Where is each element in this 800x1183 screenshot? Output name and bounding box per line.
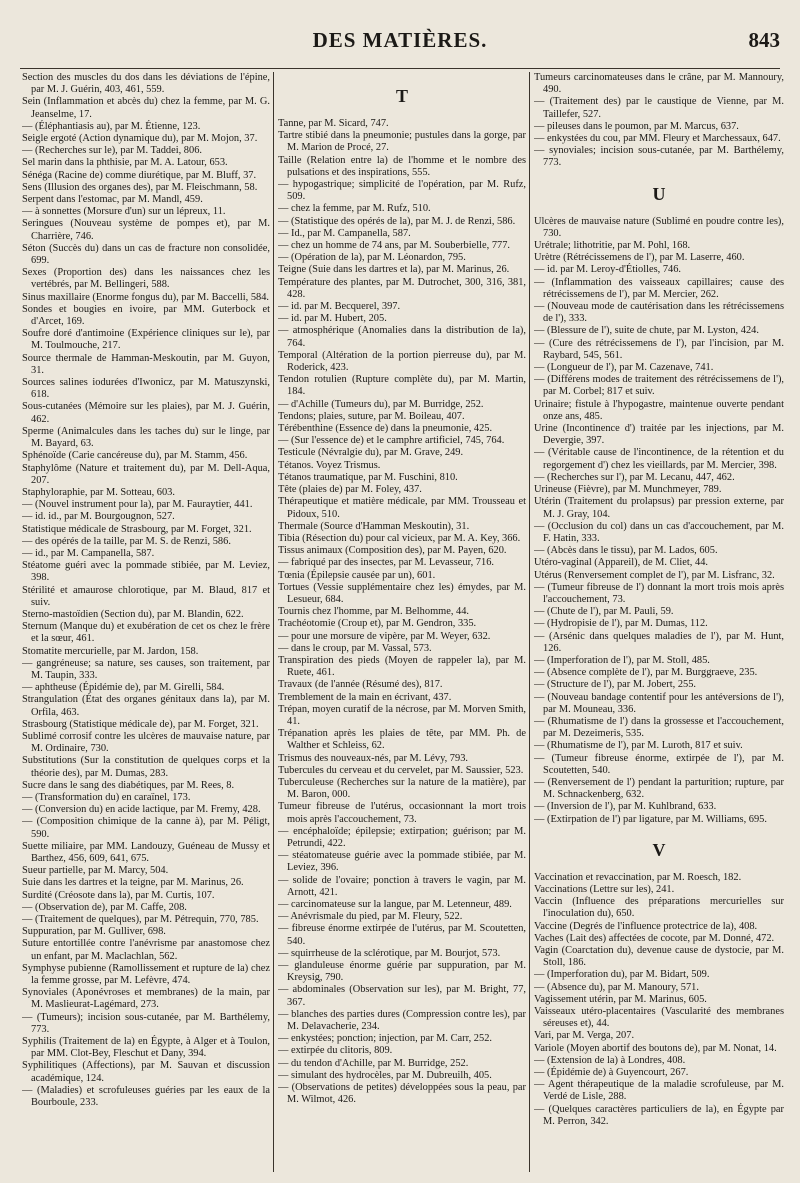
index-entry: — (Recherches sur l'), par M. Lecanu, 447, 462. bbox=[534, 471, 735, 483]
index-entry: Vaccination et revaccination, par M. Roesch, 182. bbox=[534, 871, 742, 883]
index-entry: Variole (Moyen abortif des boutons de), par M. Nonat, 14. bbox=[534, 1042, 777, 1054]
index-entry: Testicule (Névralgie du), par M. Grave, 249. bbox=[278, 447, 464, 459]
index-column-t bbox=[278, 72, 526, 1172]
index-entry: Tumeur fibreuse de l'utérus, occasionnant la mort trois mois après l'accouchement, 73. bbox=[278, 801, 526, 825]
index-entry: — (Transformation du) en caraïnel, 173. bbox=[22, 791, 191, 803]
index-entry: Urine (Incontinence d') traitée par les injections, par M. Devergie, 397. bbox=[534, 423, 784, 447]
index-entry: — encéphaloïde; épilepsie; extirpation; guérison; par M. Petrundi, 422. bbox=[278, 825, 526, 849]
index-entry: — (Nouveau bandage contentif pour les antéversions de l'), par M. Mouneau, 336. bbox=[534, 691, 784, 715]
index-entry: — blanches des parties dures (Compression contre les), par M. Delavacherie, 234. bbox=[278, 1008, 526, 1033]
entries-t-continued bbox=[534, 72, 784, 170]
index-entry: Térébenthine (Essence de) dans la pneumonie, 425. bbox=[278, 423, 493, 435]
index-entry: Tanne, par M. Sicard, 747. bbox=[278, 118, 389, 129]
index-entry: — Id., par M. Campanella, 587. bbox=[278, 227, 411, 239]
entries-v bbox=[534, 872, 784, 1128]
index-entry: Urètre (Rétrécissemens de l'), par M. Laserre, 460. bbox=[534, 252, 745, 264]
index-entry: — dans le croup, par M. Vassal, 573. bbox=[278, 642, 432, 654]
index-entry: Tendon rotulien (Rupture complète du), par M. Martin, 184. bbox=[278, 374, 526, 398]
index-entry: Trépanation après les plaies de tête, par MM. Ph. de Walther et Schleiss, 62. bbox=[278, 728, 526, 752]
index-entry: Tissus animaux (Composition des), par M. Payen, 620. bbox=[278, 545, 507, 557]
index-entry: — (Opération de la), par M. Léonardon, 795. bbox=[278, 252, 466, 264]
index-entry: Urineuse (Fièvre), par M. Munchmeyer, 789. bbox=[534, 484, 722, 496]
index-entry: — squirrheuse de la sclérotique, par M. Bourjot, 573. bbox=[278, 947, 501, 959]
index-entry: — (Blessure de l'), suite de chute, par M. Lyston, 424. bbox=[534, 325, 759, 337]
index-entry: Séton (Succès du) dans un cas de fracture non consolidée, 699. bbox=[22, 242, 270, 267]
index-entry: — (Inversion de l'), par M. Kuhlbrand, 633. bbox=[534, 801, 717, 813]
index-entry: — carcinomateuse sur la langue, par M. Letenneur, 489. bbox=[278, 899, 512, 910]
index-entry: Temporal (Altération de la portion pierreuse du), par M. Roderick, 423. bbox=[278, 349, 526, 374]
index-entry: — (Hydropisie de l'), par M. Dumas, 112. bbox=[534, 618, 708, 630]
index-entry: Sein (Inflammation et abcès du) chez la femme, par M. G. Jeanselme, 17. bbox=[22, 96, 270, 120]
index-entry: — Anévrismale du pied, par M. Fleury, 522. bbox=[278, 911, 463, 923]
index-entry: — pour une morsure de vipère, par M. Weyer, 632. bbox=[278, 630, 491, 642]
index-entry: Vaisseaux utéro-placentaires (Vascularité des membranes séreuses et), 44. bbox=[534, 1006, 784, 1030]
index-entry: Suture entortillée contre l'anévrisme par anastomose chez un enfant, par M. Maclachlan, 562. bbox=[22, 938, 270, 962]
index-entry: Utérin (Traitement du prolapsus) par pression externe, par M. J. Gray, 104. bbox=[534, 496, 784, 520]
index-entry: Serpent dans l'estomac, par M. Mandl, 459. bbox=[22, 194, 203, 206]
index-entry: — (Arsénic dans quelques maladies de l'), par M. Hunt, 126. bbox=[534, 630, 784, 654]
index-entry: Température des plantes, par M. Dutrochet, 300, 316, 381, 428. bbox=[278, 276, 526, 300]
index-entry: — (Chute de l'), par M. Pauli, 59. bbox=[534, 606, 674, 618]
column-divider-2 bbox=[529, 72, 530, 1172]
index-entry: — (Éléphantiasis au), par M. Étienne, 123. bbox=[22, 120, 201, 132]
index-entry: Teigne (Suie dans les dartres et la), par M. Marinus, 26. bbox=[278, 264, 510, 276]
index-entry: Tétanos. Voyez Trismus. bbox=[278, 459, 381, 471]
index-entry: — id., par M. Campanella, 587. bbox=[22, 547, 155, 559]
index-entry: Vagissement utérin, par M. Marinus, 605. bbox=[534, 993, 707, 1005]
index-entry: — gangréneuse; sa nature, ses causes, son traitement, par M. Taupin, 333. bbox=[22, 657, 270, 681]
section-letter-v: V bbox=[652, 839, 666, 860]
index-column-uv bbox=[534, 72, 784, 1172]
index-entry: Vaches (Lait des) affectées de cocote, par M. Donné, 472. bbox=[534, 932, 775, 944]
index-entry: Sueur partielle, par M. Marcy, 504. bbox=[22, 865, 169, 877]
index-entry: Sublimé corrosif contre les ulcères de mauvaise nature, par M. Ordinaire, 730. bbox=[22, 730, 270, 755]
index-entry: — abdominales (Observation sur les), par M. Bright, 77, 367. bbox=[278, 984, 526, 1008]
index-entry: — (Observations de petites) développées sous la peau, par M. Wilmot, 426. bbox=[278, 1082, 526, 1106]
index-entry: Suppuration, par M. Gulliver, 698. bbox=[22, 926, 166, 938]
index-entry: Sources salines iodurées d'Iwonicz, par M. Matuszynski, 618. bbox=[22, 377, 270, 401]
index-entry: — synoviales; incision sous-cutanée, par M. Barthélemy, 773. bbox=[534, 145, 784, 169]
index-entry: — id. par M. Hubert, 205. bbox=[278, 313, 387, 325]
index-entry: Utérus (Renversement complet de l'), par M. Lisfranc, 32. bbox=[534, 569, 775, 581]
index-entry: — atmosphérique (Anomalies dans la distribution de la), 764. bbox=[278, 325, 526, 349]
index-entry: Stéatome guéri avec la pommade stibiée, par M. Leviez, 398. bbox=[22, 560, 270, 584]
index-entry: Transpiration des pieds (Moyen de rappeler la), par M. Ruete, 461. bbox=[278, 654, 526, 679]
index-entry: — (Tumeurs); incision sous-cutanée, par M. Barthélemy, 773. bbox=[22, 1011, 270, 1035]
index-entry: Stérilité et amaurose chlorotique, par M. Blaud, 817 et suiv. bbox=[22, 584, 270, 608]
index-entry: — simulant des hydrocèles, par M. Dubreuilh, 405. bbox=[278, 1069, 492, 1081]
index-entry: — (Abcès dans le tissu), par M. Lados, 605. bbox=[534, 545, 718, 557]
index-entry: — (Rhumatisme de l'), par M. Luroth, 817 et suiv. bbox=[534, 740, 743, 752]
index-entry: — (Extension de la) à Londres, 408. bbox=[534, 1054, 686, 1066]
index-entry: — d'Achille (Tumeurs du), par M. Burridge, 252. bbox=[278, 398, 484, 410]
index-entry: Strangulation (État des organes génitaux dans la), par M. Orfila, 463. bbox=[22, 694, 270, 718]
index-entry: Tibia (Résection du) pour cal vicieux, par M. A. Key, 366. bbox=[278, 532, 521, 544]
index-entry: Suie dans les dartres et la teigne, par M. Marinus, 26. bbox=[22, 877, 244, 889]
index-entry: Thérapeutique et matière médicale, par MM. Trousseau et Pidoux, 510. bbox=[278, 496, 526, 520]
index-entry: — hypogastrique; simplicité de l'opération, par M. Rufz, 509. bbox=[278, 179, 526, 203]
index-entry: Sénéga (Racine de) comme diurétique, par M. Bluff, 37. bbox=[22, 169, 257, 181]
index-entry: Vagin (Coarctation du), devenue cause de dystocie, par M. Stoll, 186. bbox=[534, 945, 784, 969]
entries-u bbox=[534, 216, 784, 826]
index-entry: — id. par M. Leroy-d'Étiolles, 746. bbox=[534, 264, 682, 276]
index-entry: Source thermale de Hamman-Meskoutin, par M. Guyon, 31. bbox=[22, 352, 270, 376]
index-entry: Sperme (Animalcules dans les taches du) sur le linge, par M. Bayard, 63. bbox=[22, 425, 270, 450]
index-entry: Seigle ergoté (Action dynamique du), par M. Mojon, 37. bbox=[22, 133, 258, 145]
index-entry: — (Traitement des) par le caustique de Vienne, par M. Taillefer, 527. bbox=[534, 96, 784, 120]
index-entry: — glanduleuse énorme guérie par suppuration, par M. Kreysig, 790. bbox=[278, 960, 526, 984]
index-entry: Sexes (Proportion des) dans les naissances chez les vertébrés, par M. Bellingeri, 588. bbox=[22, 267, 270, 291]
index-entry: Seringues (Nouveau système de pompes et), par M. Charrière, 746. bbox=[22, 218, 270, 242]
index-column-s bbox=[22, 72, 270, 1172]
index-entry: Tortues (Vessie supplémentaire chez les) émydes, par M. Lesueur, 684. bbox=[278, 581, 526, 605]
index-entry: — (Nouveau mode de cautérisation dans les rétrécissemens de l'), 333. bbox=[534, 301, 784, 325]
index-entry: — enkystées; ponction; injection, par M. Carr, 252. bbox=[278, 1033, 492, 1045]
index-entry: — (Absence complète de l'), par M. Burggraeve, 235. bbox=[534, 667, 758, 679]
index-entry: Tournis chez l'homme, par M. Belhomme, 44. bbox=[278, 606, 470, 618]
index-entry: — id. id., par M. Bourgougnon, 527. bbox=[22, 511, 175, 523]
index-entry: Sens (Illusion des organes des), par M. Fleischmann, 58. bbox=[22, 181, 258, 193]
index-entry: Statistique médicale de Strasbourg, par M. Forget, 321. bbox=[22, 523, 252, 535]
index-entry: Vaccin (Influence des préparations mercurielles sur l'inoculation du), 650. bbox=[534, 896, 784, 920]
index-entry: — (Traitement de quelques), par M. Pétrequin, 770, 785. bbox=[22, 914, 259, 926]
index-entry: — solide de l'ovaire; ponction à travers le vagin, par M. Arnott, 421. bbox=[278, 874, 526, 898]
index-entry: Thermale (Source d'Hamman Meskoutin), 31. bbox=[278, 520, 470, 532]
page-title: DES MATIÈRES. bbox=[312, 28, 488, 52]
index-entry: — stéatomateuse guérie avec la pommade stibiée, par M. Leviez, 396. bbox=[278, 850, 526, 874]
index-entry: — chez un homme de 74 ans, par M. Souberbielle, 777. bbox=[278, 240, 511, 252]
index-entry: Tête (plaies de) par M. Foley, 437. bbox=[278, 484, 422, 496]
index-entry: — (Rhumatisme de l') dans la grossesse et l'accouchement, par M. Dezeimeris, 535. bbox=[534, 715, 784, 740]
index-entry: Syphilitiques (Affections), par M. Sauvan et discussion académique, 124. bbox=[22, 1060, 270, 1084]
index-entry: Sternum (Manque du) et exubération de cet os chez le frère et la sœur, 461. bbox=[22, 621, 270, 645]
index-entry: — (Cure des rétrécissemens de l'), par l'incision, par M. Raybard, 545, 561. bbox=[534, 337, 784, 361]
index-entry: Tœnia (Épilepsie causée par un), 601. bbox=[278, 569, 436, 581]
index-entry: Ulcères de mauvaise nature (Sublimé en poudre contre les), 730. bbox=[534, 215, 784, 239]
column-divider-1 bbox=[273, 72, 274, 1172]
index-entry: — (Longueur de l'), par M. Cazenave, 741. bbox=[534, 362, 714, 374]
index-entry: Vari, par M. Verga, 207. bbox=[534, 1030, 635, 1042]
index-entry: — (Conversion du) en acide lactique, par M. Fremy, 428. bbox=[22, 804, 261, 816]
index-entry: — (Véritable cause de l'incontinence, de la rétention et du regorgement d') chez les vieillards, par M. Mercier, 398. bbox=[534, 447, 784, 471]
index-entry: Vaccinations (Lettre sur les), 241. bbox=[534, 883, 675, 895]
index-entry: Symphyse pubienne (Ramollissement et rupture de la) chez la femme grosse, par M. Lefèvre, 474. bbox=[22, 962, 270, 987]
index-entry: — (Renversement de l') pendant la parturition; rupture, par M. Schnackenberg, 632. bbox=[534, 776, 784, 801]
section-letter-t: T bbox=[395, 86, 408, 106]
index-entry: — chez la femme, par M. Rufz, 510. bbox=[278, 203, 431, 215]
index-entry: — (Inflammation des vaisseaux capillaires; cause des rétrécissemens de l'), par M. Mercier, 262. bbox=[534, 276, 784, 300]
index-entry: Sucre dans le sang des diabétiques, par M. Rees, 8. bbox=[22, 779, 235, 791]
index-entry: — des opérés de la taille, par M. S. de Renzi, 586. bbox=[22, 535, 231, 547]
index-entry: — aphtheuse (Épidémie de), par M. Girelli, 584. bbox=[22, 682, 225, 694]
entries-t bbox=[278, 118, 526, 1106]
index-entry: — Agent thérapeutique de la maladie scrofuleuse, par M. Verdé de Lisle, 288. bbox=[534, 1079, 784, 1103]
index-entry: — à sonnettes (Morsure d'un) sur un lépreux, 11. bbox=[22, 206, 226, 218]
index-entry: — extirpée du clitoris, 809. bbox=[278, 1045, 393, 1057]
index-entry: Urinaire; fistule à l'hypogastre, maintenue ouverte pendant onze ans, 485. bbox=[534, 398, 784, 422]
index-entry: — (Absence du), par M. Manoury, 571. bbox=[534, 981, 699, 993]
index-entry: Tumeurs carcinomateuses dans le crâne, par M. Mannoury, 490. bbox=[534, 72, 784, 96]
index-entry: Syphilis (Traitement de la) en Égypte, à Alger et à Toulon, par MM. Clot-Bey, Fleschut et Dany, 394. bbox=[22, 1036, 270, 1060]
index-entry: Taille (Relation entre la) de l'homme et le nombre des pulsations et des inspirations, 555. bbox=[278, 154, 526, 178]
index-entry: Stomatite mercurielle, par M. Jardon, 158. bbox=[22, 645, 199, 657]
index-entry: Tuberculeuse (Recherches sur la nature de la matière), par M. Baron, 000. bbox=[278, 776, 526, 801]
index-entry: — (Structure de l'), par M. Jobert, 255. bbox=[534, 679, 697, 691]
index-entry: Tétanos traumatique, par M. Fuschini, 810. bbox=[278, 471, 458, 483]
index-entry: — (Quelques caractères particuliers de la), en Égypte par M. Perron, 342. bbox=[534, 1103, 784, 1127]
index-entry: Utéro-vaginal (Appareil), de M. Cliet, 44. bbox=[534, 557, 708, 569]
index-entry: — enkystées du cou, par MM. Fleury et Marchessaux, 647. bbox=[534, 133, 781, 145]
index-entry: Vaccine (Degrés de l'influence protectrice de la), 408. bbox=[534, 920, 758, 932]
index-entry: — (Imperforation de l'), par M. Stoll, 485. bbox=[534, 654, 710, 666]
index-entry: Sel marin dans la phthisie, par M. A. Latour, 653. bbox=[22, 157, 228, 169]
index-entry: Sterno-mastoïdien (Section du), par M. Blandin, 622. bbox=[22, 608, 244, 620]
index-entry: — (Maladies) et scrofuleuses guéries par les eaux de la Bourboule, 233. bbox=[22, 1084, 270, 1109]
index-entry: Sous-cutanées (Mémoire sur les plaies), par M. J. Guérin, 462. bbox=[22, 401, 270, 425]
index-entry: — (Recherches sur le), par M. Taddei, 806. bbox=[22, 145, 202, 157]
index-entry: Substitutions (Sur la constitution de quelques corps et la théorie des), par M. Dumas, 283. bbox=[22, 755, 270, 779]
index-entry: — (Sur l'essence de) et le camphre artificiel, 745, 764. bbox=[278, 435, 505, 447]
index-entry: Tremblement de la main en écrivant, 437. bbox=[278, 691, 452, 703]
section-letter-u: U bbox=[652, 183, 666, 204]
index-entry: — (Épidémie de) à Guyencourt, 267. bbox=[534, 1067, 689, 1079]
index-entry: Sondes et bougies en ivoire, par MM. Guterbock et d'Arcet, 169. bbox=[22, 303, 270, 328]
index-entry: — (Nouvel instrument pour la), par M. Fauraytier, 441. bbox=[22, 499, 253, 511]
index-entry: Section des muscles du dos dans les déviations de l'épine, par M. J. Guérin, 403, 461, 559. bbox=[22, 72, 270, 96]
index-entry: Sinus maxillaire (Enorme fongus du), par M. Baccelli, 584. bbox=[22, 291, 270, 303]
index-entry: — id. par M. Becquerel, 397. bbox=[278, 301, 401, 313]
index-entry: — pileuses dans le poumon, par M. Marcus, 637. bbox=[534, 120, 739, 132]
index-entry: Synoviales (Aponévroses et membranes) de la main, par M. Maslieurat-Lagémard, 273. bbox=[22, 987, 270, 1011]
index-entry: Staphylôme (Nature et traitement du), par M. Dell-Aqua, 207. bbox=[22, 462, 270, 486]
index-entry: Tubercules du cerveau et du cervelet, par M. Saussier, 523. bbox=[278, 764, 524, 776]
index-entry: — du tendon d'Achille, par M. Burridge, 252. bbox=[278, 1057, 469, 1069]
index-entry: Urétrale; lithotritie, par M. Pohl, 168. bbox=[534, 240, 691, 252]
page-header bbox=[20, 24, 780, 58]
index-entry: Soufre doré d'antimoine (Expérience cliniques sur le), par M. Toulmouche, 217. bbox=[22, 328, 270, 352]
index-entry: Tartre stibié dans la pneumonie; pustules dans la gorge, par M. Marion de Procé, 27. bbox=[278, 130, 526, 154]
index-entry: Surdité (Créosote dans la), par M. Curtis, 107. bbox=[22, 889, 215, 901]
index-entry: Suette miliaire, par MM. Landouzy, Guéneau de Mussy et Barthez, 456, 609, 641, 675. bbox=[22, 840, 270, 864]
index-entry: Trachéotomie (Croup et), par M. Gendron, 335. bbox=[278, 618, 477, 630]
index-entry: — (Statistique des opérés de la), par M. J. de Renzi, 586. bbox=[278, 215, 516, 227]
index-entry: Strasbourg (Statistique médicale de), par M. Forget, 321. bbox=[22, 718, 259, 730]
index-entry: Staphyloraphie, par M. Sotteau, 603. bbox=[22, 486, 175, 498]
index-entry: — (Différens modes de traitement des rétrécissemens de l'), par M. Corbel; 817 et suiv. bbox=[534, 374, 784, 398]
index-entry: — fibreuse énorme extirpée de l'utérus, par M. Scoutetten, 540. bbox=[278, 923, 526, 947]
index-entry: Travaux (de l'année (Résumé des), 817. bbox=[278, 679, 443, 691]
index-entry: — (Occlusion du col) dans un cas d'accouchement, par M. F. Hatin, 333. bbox=[534, 520, 784, 544]
index-entry: — (Imperforation du), par M. Bidart, 509. bbox=[534, 969, 710, 981]
index-entry: — (Tumeur fibreuse de l') donnant la mort trois mois après l'accouchement, 73. bbox=[534, 581, 784, 605]
index-entry: Trismus des nouveaux-nés, par M. Lévy, 793. bbox=[278, 752, 468, 764]
index-entry: — fabriqué par des insectes, par M. Levasseur, 716. bbox=[278, 557, 494, 569]
index-entry: Sphénoïde (Carie cancéreuse du), par M. Stamm, 456. bbox=[22, 450, 248, 462]
header-rule bbox=[20, 68, 780, 69]
index-entry: — (Composition chimique de la canne à), par M. Péligt, 590. bbox=[22, 816, 270, 840]
index-entry: Tendons; plaies, suture, par M. Boileau, 407. bbox=[278, 410, 465, 422]
index-entry: Trépan, moyen curatif de la nécrose, par M. Morven Smith, 41. bbox=[278, 703, 526, 727]
index-entry: — (Tumeur fibreuse énorme, extirpée de l'), par M. Scoutetten, 540. bbox=[534, 752, 784, 776]
index-entry: — (Observation de), par M. Caffe, 208. bbox=[22, 901, 187, 913]
page-number: 843 bbox=[748, 28, 780, 52]
index-entry: — (Extirpation de l') par ligature, par M. Williams, 695. bbox=[534, 813, 767, 825]
